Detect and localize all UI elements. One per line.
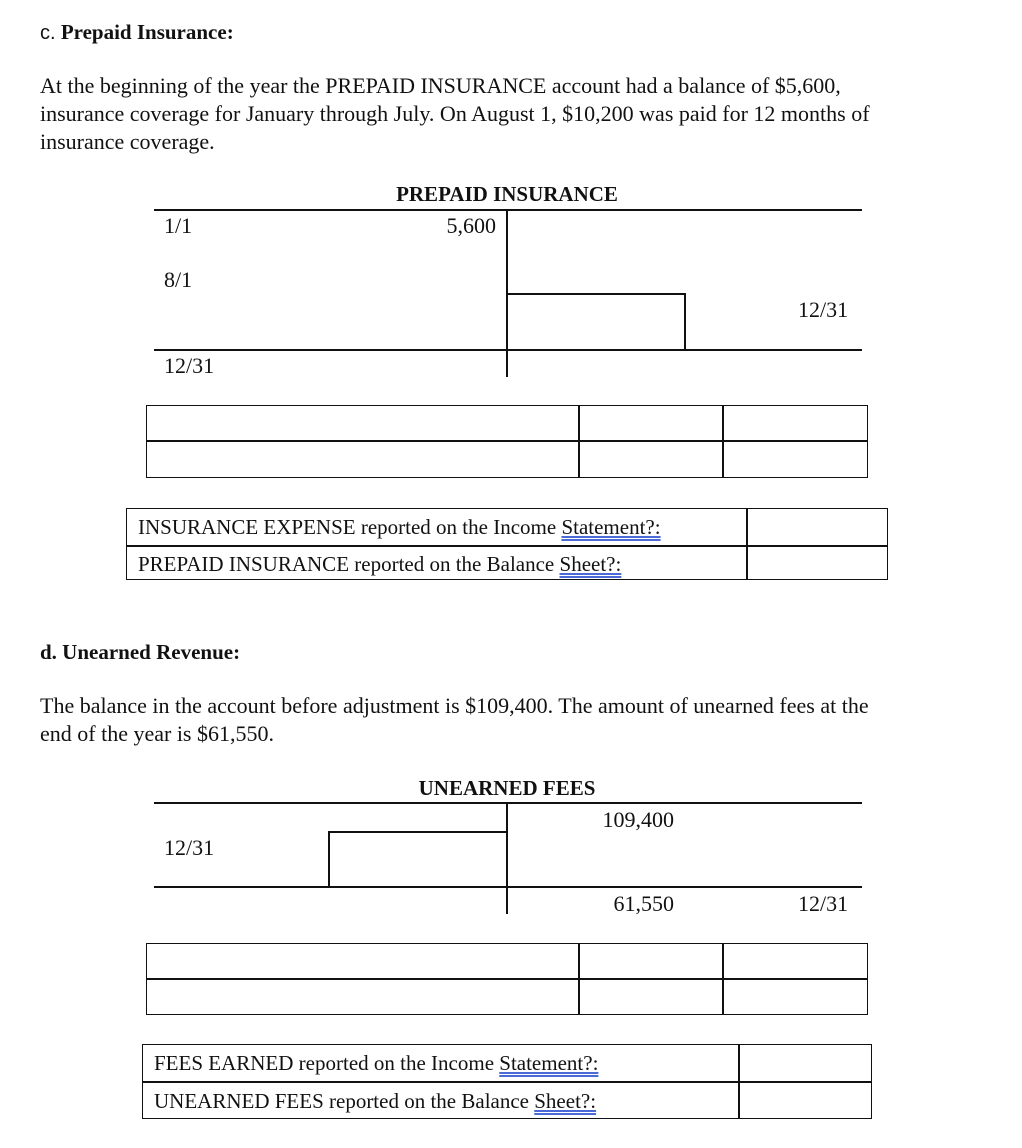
unearned-journal-debit-cell-2[interactable] <box>578 978 724 1015</box>
unearned-fees-question: UNEARNED FEES reported on the Balance Sheet?: <box>154 1089 597 1113</box>
prepaid-journal-debit-cell-2[interactable] <box>578 440 724 478</box>
unearned-journal-debit-cell-1[interactable] <box>578 943 724 980</box>
prepaid-journal-account-cell-1[interactable] <box>146 405 580 442</box>
section-c-letter: c. <box>40 22 56 44</box>
section-c-heading <box>40 18 234 47</box>
section-d-heading: d. Unearned Revenue: <box>40 640 241 664</box>
insurance-expense-answer-cell[interactable] <box>746 508 888 547</box>
section-c-title: Prepaid Insurance: <box>60 20 234 44</box>
unearned-adjustment-debit-box[interactable] <box>328 831 508 888</box>
prepaid-insurance-answer-cell[interactable] <box>746 545 888 580</box>
prepaid-beginning-balance: 5,600 <box>446 213 496 238</box>
prepaid-paragraph-line-2: insurance coverage for January through July. On August 1, $10,200 was paid for 12 months of <box>40 101 870 126</box>
prepaid-adjustment-credit-box[interactable] <box>507 293 686 351</box>
unearned-journal-credit-cell-2[interactable] <box>722 978 868 1015</box>
unearned-left-date-12-31: 12/31 <box>164 835 215 860</box>
prepaid-date-12-31: 12/31 <box>164 353 215 378</box>
prepaid-right-date-12-31: 12/31 <box>798 297 849 322</box>
prepaid-paragraph-line-1: At the beginning of the year the PREPAID INSURANCE account had a balance of $5,600, <box>40 73 841 98</box>
unearned-journal-account-cell-1[interactable] <box>146 943 580 980</box>
prepaid-t-account-balance-line <box>154 349 862 351</box>
prepaid-t-account-title: PREPAID INSURANCE <box>396 182 618 206</box>
unearned-right-date-12-31: 12/31 <box>798 891 849 916</box>
prepaid-insurance-question: PREPAID INSURANCE reported on the Balance Sheet?: <box>138 552 622 576</box>
unearned-t-account-balance-line <box>154 886 862 888</box>
unearned-journal-account-cell-2[interactable] <box>146 978 580 1015</box>
unearned-beginning-balance: 109,400 <box>602 807 674 832</box>
prepaid-journal-credit-cell-2[interactable] <box>722 440 868 478</box>
fees-earned-question: FEES EARNED reported on the Income Statement?: <box>154 1051 599 1075</box>
unearned-paragraph-line-2: end of the year is $61,550. <box>40 721 274 746</box>
prepaid-date-1-1: 1/1 <box>164 213 193 238</box>
fees-earned-answer-cell[interactable] <box>738 1044 872 1083</box>
prepaid-journal-debit-cell-1[interactable] <box>578 405 724 442</box>
unearned-t-account-top-line <box>154 802 862 804</box>
unearned-paragraph-line-1: The balance in the account before adjustment is $109,400. The amount of unearned fees at the <box>40 693 869 718</box>
prepaid-date-8-1: 8/1 <box>164 267 193 292</box>
insurance-expense-question: INSURANCE EXPENSE reported on the Income Statement?: <box>138 515 661 539</box>
prepaid-t-account-top-line <box>154 209 862 211</box>
unearned-fees-answer-cell[interactable] <box>738 1081 872 1119</box>
statement-link[interactable]: Statement?: <box>499 1051 599 1075</box>
sheet-link[interactable]: Sheet?: <box>559 552 622 576</box>
unearned-journal-credit-cell-1[interactable] <box>722 943 868 980</box>
prepaid-paragraph-line-3: insurance coverage. <box>40 129 215 154</box>
unearned-ending-balance: 61,550 <box>613 891 674 916</box>
prepaid-journal-credit-cell-1[interactable] <box>722 405 868 442</box>
statement-link[interactable]: Statement?: <box>561 515 661 539</box>
unearned-t-account-title: UNEARNED FEES <box>418 776 596 800</box>
prepaid-journal-account-cell-2[interactable] <box>146 440 580 478</box>
sheet-link[interactable]: Sheet?: <box>534 1089 597 1113</box>
